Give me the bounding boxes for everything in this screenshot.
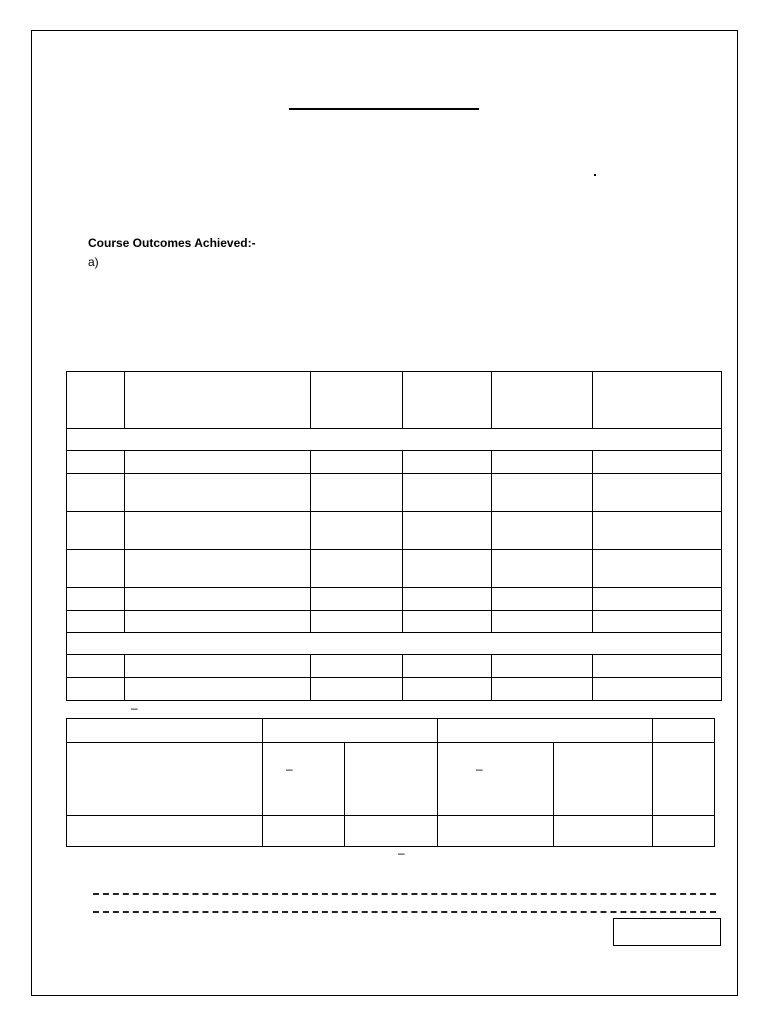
course-outcomes-heading: Course Outcomes Achieved:- [88, 236, 256, 250]
upper-table-col-divider [592, 372, 593, 428]
lower-table-col-divider [437, 719, 438, 846]
dash-mark: – [476, 762, 483, 776]
upper-table-row-divider [67, 677, 721, 678]
lower-table-row-divider [67, 742, 714, 743]
dash-mark: – [398, 846, 405, 860]
upper-table-row-divider [67, 549, 721, 550]
upper-table [66, 371, 722, 701]
lower-table-row-divider [67, 815, 714, 816]
signature-dashed-line [93, 893, 716, 895]
signature-dashed-line [93, 911, 716, 913]
upper-table-row-divider [67, 473, 721, 474]
upper-table-col-divider [310, 450, 311, 632]
upper-table-row-divider [67, 511, 721, 512]
lower-table [66, 718, 715, 847]
upper-table-col-divider [491, 450, 492, 632]
upper-table-col-divider [491, 372, 492, 428]
upper-table-col-divider [402, 372, 403, 428]
upper-table-row-divider [67, 632, 721, 633]
stray-dot [594, 174, 596, 176]
upper-table-col-divider [124, 372, 125, 428]
outcome-item-a: a) [88, 255, 99, 269]
upper-table-row-divider [67, 450, 721, 451]
upper-table-row-divider [67, 654, 721, 655]
lower-table-col-divider [553, 742, 554, 846]
dash-mark: – [131, 701, 138, 715]
lower-table-col-divider [344, 742, 345, 846]
lower-table-col-divider [262, 719, 263, 846]
lower-table-col-divider [652, 719, 653, 846]
upper-table-row-divider [67, 587, 721, 588]
upper-table-col-divider [310, 372, 311, 428]
title-underline [289, 108, 479, 110]
dash-mark: – [286, 762, 293, 776]
upper-table-col-divider [402, 450, 403, 632]
upper-table-row-divider [67, 428, 721, 429]
upper-table-col-divider [124, 450, 125, 632]
date-box [613, 918, 721, 946]
upper-table-col-divider [592, 450, 593, 632]
upper-table-row-divider [67, 610, 721, 611]
